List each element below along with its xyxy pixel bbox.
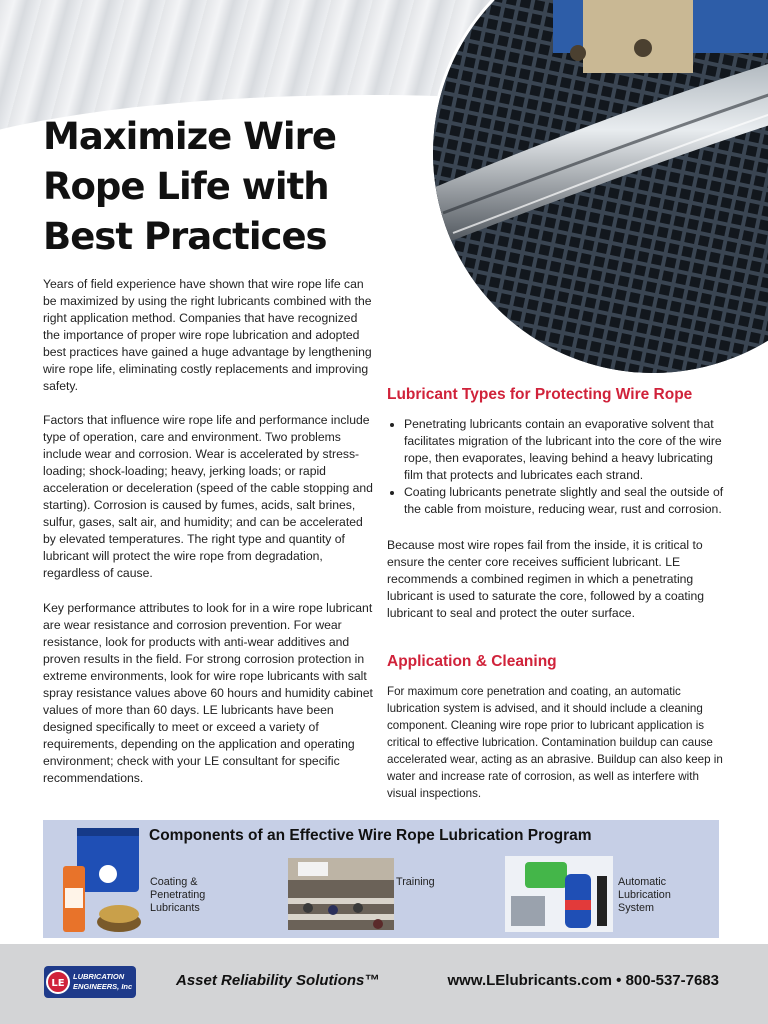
lubricant-types-heading: Lubricant Types for Protecting Wire Rope bbox=[387, 386, 693, 403]
coating-label: Coating & Penetrating Lubricants bbox=[150, 876, 206, 914]
application-heading: Application & Cleaning bbox=[387, 653, 557, 670]
logo-text-line1: LUBRICATION bbox=[73, 972, 125, 981]
lubricant-products-image bbox=[61, 826, 153, 934]
training-photo bbox=[288, 858, 394, 930]
training-label: Training bbox=[396, 876, 435, 888]
application-paragraph: For maximum core penetration and coating, an automatic lubrication system is advised, and it should include a cleaning component. Cleaning wire rope prior to lubricant application is critical to effective lubrication. Contamination buildup can cause accelerated wear, acting as an abrasive. Buildup can also keep in water and increase rate of corrosion, as well as interfere with visual inspections. bbox=[387, 685, 723, 800]
contact-info[interactable]: www.LElubricants.com • 800-537-7683 bbox=[447, 972, 719, 989]
components-panel bbox=[43, 820, 719, 938]
le-logo[interactable] bbox=[44, 966, 136, 998]
wire-rope-photo bbox=[430, 0, 768, 376]
attributes-paragraph: Key performance attributes to look for in a wire rope lubricant are wear resistance and corrosion prevention. For wear resistance, look for products with anti-wear additives and proven results in the field. For strong corrosion protection in extreme environments, look for wire rope lubricants with salt spray resistance values above 60 hours and humidity cabinet values of more than 60 days. LE lubricants have been designed specifically to meet or exceed a variety of requirements, depending on the application and operating environment; check with your LE consultant for specific recommendations. bbox=[43, 601, 373, 785]
factors-paragraph: Factors that influence wire rope life and performance include type of operation, care and environment. Two problems include wear and corrosion. Wear is accelerated by stress-loading; shock-loading; heavy, jerking loads; or rapid acceleration or deceleration (speed of the cable stopping and starting). Corrosion is caused by fumes, acids, salt brines, sulfur, gases, salt air, and humidity; and can be accelerated by elevated temperatures. The right type and quantity of lubricant will protect the wire rope from degradation, regardless of cause. bbox=[43, 413, 373, 580]
tagline: Asset Reliability Solutions™ bbox=[176, 972, 380, 989]
page-title: Maximize Wire Rope Life with Best Practices bbox=[43, 115, 336, 258]
components-heading: Components of an Effective Wire Rope Lubrication Program bbox=[149, 827, 592, 844]
automatic-system-label: Automatic Lubrication System bbox=[618, 876, 671, 914]
lubrication-system-image bbox=[505, 856, 613, 932]
list-item: • Penetrating lubricants contain an evaporative solvent that facilitates migration of the lubricant into the core of the wire rope, then evaporates, leaving behind a heavy lubricating film that protects and lubricates each strand. bbox=[404, 416, 727, 484]
svg-text:LE: LE bbox=[51, 978, 65, 989]
lubricant-types-list bbox=[387, 416, 727, 518]
intro-paragraph: Years of field experience have shown that wire rope life can be maximized by using the right lubricants combined with the right application method. Companies that have recognized the importance of proper wire rope lubrication and adopted best practices have gained a huge advantage by lengthening wire rope life, eliminating costly replacements and improving safety. bbox=[43, 277, 372, 393]
lubricant-types-section bbox=[387, 386, 727, 622]
application-section bbox=[387, 653, 727, 802]
core-paragraph: Because most wire ropes fail from the inside, it is critical to ensure the center core receives sufficient lubricant. LE recommends a combined regimen in which a penetrating lubricant is used to saturate the core, followed by a coating lubricant to seal and protect the outer surface. bbox=[387, 538, 705, 620]
logo-text-line2: ENGINEERS, Inc bbox=[73, 982, 133, 991]
list-item: • Coating lubricants penetrate slightly and seal the outside of the cable from moisture, reducing wear, rust and corrosion. bbox=[404, 484, 727, 518]
footer bbox=[0, 944, 768, 1024]
